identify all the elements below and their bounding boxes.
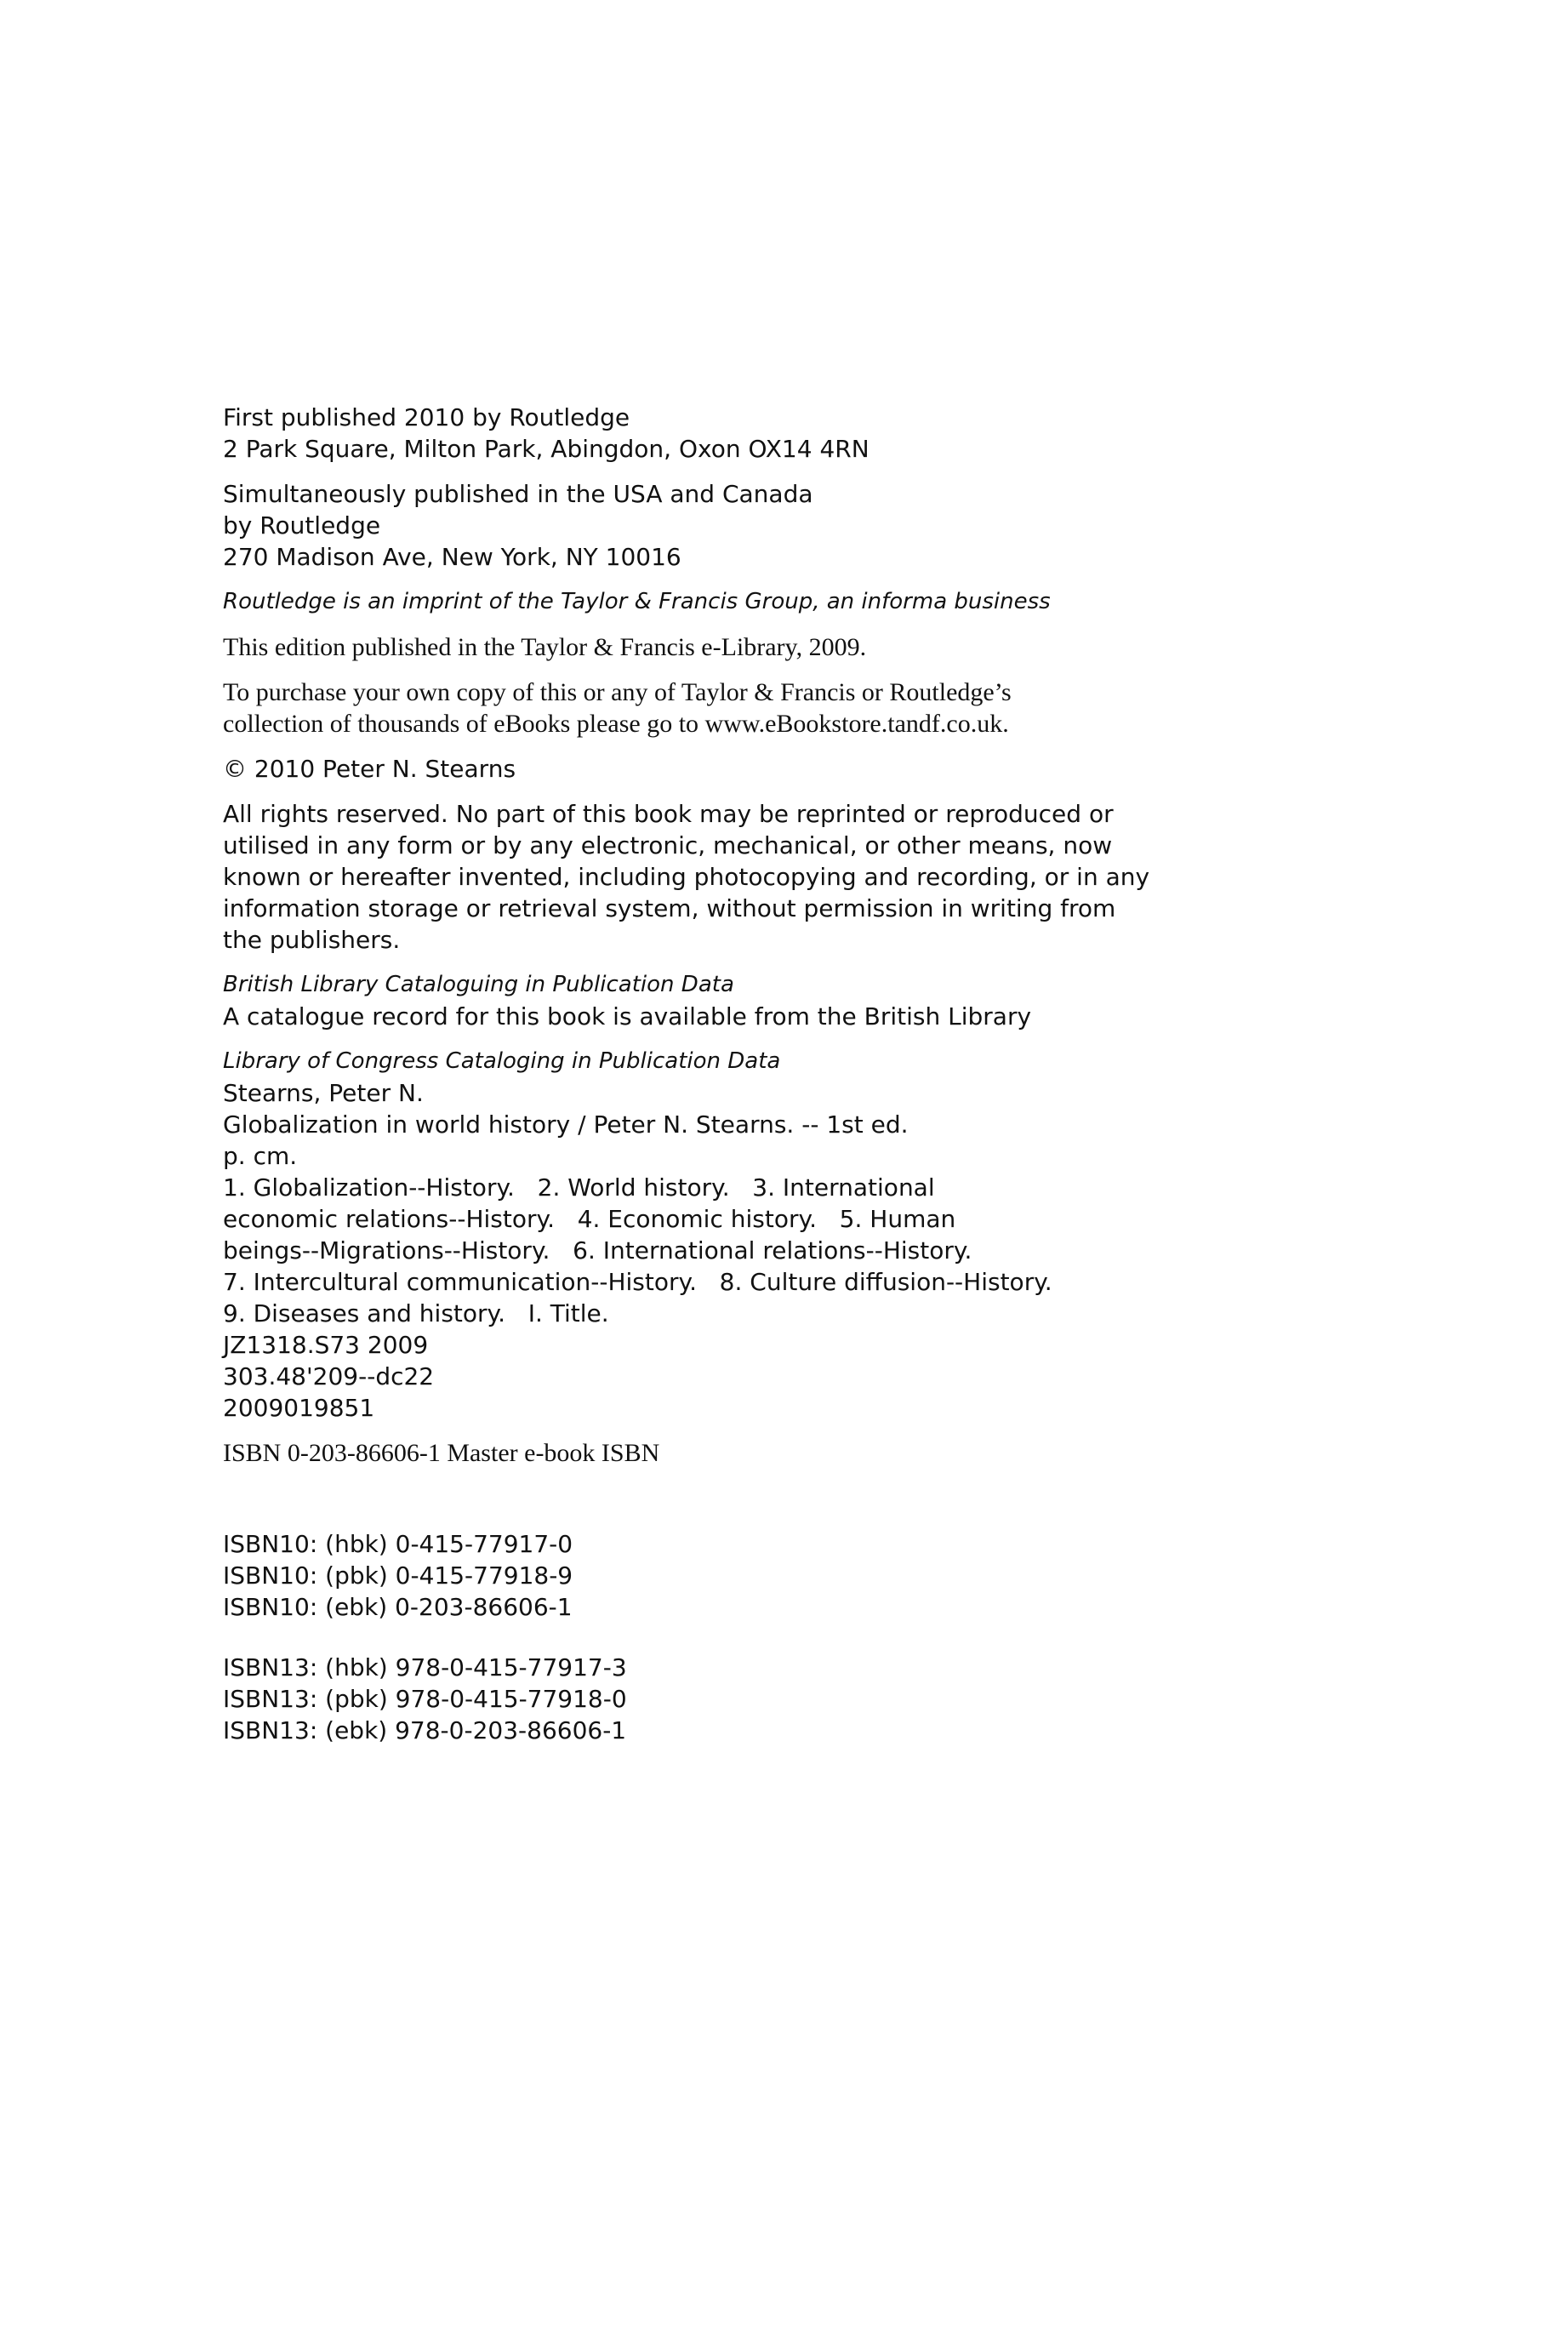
isbn13-pbk: ISBN13: (pbk) 978-0-415-77918-0 — [223, 1685, 627, 1713]
loc-line: 7. Intercultural communication--History. 8. Culture diffusion--History. — [223, 1268, 1052, 1296]
usa-block — [223, 478, 1414, 573]
edition-statement: This edition published in the Taylor & Francis e-Library, 2009. — [223, 633, 867, 661]
publisher-address: 2 Park Square, Milton Park, Abingdon, Oxon OX14 4RN — [223, 435, 870, 463]
loc-line: p. cm. — [223, 1142, 298, 1170]
loc-line: beings--Migrations--History. 6. International relations--History. — [223, 1236, 972, 1264]
loc-block — [223, 1046, 1414, 1424]
rights-line: the publishers. — [223, 926, 401, 954]
usa-address: 270 Madison Ave, New York, NY 10016 — [223, 543, 681, 571]
loc-line: economic relations--History. 4. Economic history. 5. Human — [223, 1205, 956, 1233]
loc-line: 2009019851 — [223, 1394, 375, 1422]
first-published-line: First published 2010 by Routledge — [223, 403, 630, 431]
rights-line: information storage or retrieval system, without permission in writing from — [223, 894, 1116, 922]
purchase-block — [223, 676, 1414, 739]
british-library-text: A catalogue record for this book is available from the British Library — [223, 1002, 1032, 1030]
loc-line: 303.48'209--dc22 — [223, 1362, 435, 1390]
copyright-block — [223, 753, 1414, 785]
isbn13-block — [223, 1652, 1414, 1746]
loc-line: Globalization in world history / Peter N. Stearns. -- 1st ed. — [223, 1110, 909, 1139]
usa-line-2: by Routledge — [223, 511, 381, 539]
purchase-line-1: To purchase your own copy of this or any of Taylor & Francis or Routledge’s — [223, 678, 1012, 706]
isbn10-pbk: ISBN10: (pbk) 0-415-77918-9 — [223, 1561, 573, 1590]
isbn13-hbk: ISBN13: (hbk) 978-0-415-77917-3 — [223, 1653, 627, 1681]
loc-line: 1. Globalization--History. 2. World history. 3. International — [223, 1173, 935, 1202]
loc-heading: Library of Congress Cataloging in Publication Data — [223, 1048, 781, 1074]
isbn10-ebk: ISBN10: (ebk) 0-203-86606-1 — [223, 1593, 573, 1621]
imprint-statement: Routledge is an imprint of the Taylor & Francis Group, an informa business — [223, 589, 1051, 614]
british-library-block — [223, 969, 1414, 1032]
copyright-page — [223, 402, 1414, 1746]
rights-line: known or hereafter invented, including photocopying and recording, or in any — [223, 863, 1150, 891]
copyright-notice: © 2010 Peter N. Stearns — [223, 755, 516, 783]
edition-block — [223, 631, 1414, 663]
imprint-block — [223, 586, 1414, 618]
usa-line-1: Simultaneously published in the USA and Canada — [223, 480, 813, 508]
isbn13-ebk: ISBN13: (ebk) 978-0-203-86606-1 — [223, 1716, 627, 1744]
loc-line: 9. Diseases and history. I. Title. — [223, 1299, 609, 1327]
isbn10-block — [223, 1528, 1414, 1623]
master-isbn: ISBN 0-203-86606-1 Master e-book ISBN — [223, 1439, 660, 1467]
master-isbn-block — [223, 1437, 1414, 1469]
british-library-heading: British Library Cataloguing in Publication Data — [223, 972, 734, 997]
loc-line: JZ1318.S73 2009 — [223, 1331, 429, 1359]
loc-line: Stearns, Peter N. — [223, 1079, 424, 1107]
first-published-block — [223, 402, 1414, 465]
rights-line: All rights reserved. No part of this book may be reprinted or reproduced or — [223, 800, 1114, 828]
purchase-line-2: collection of thousands of eBooks please go to www.eBookstore.tandf.co.uk. — [223, 710, 1009, 738]
spacer — [223, 1623, 1414, 1652]
rights-block — [223, 798, 1414, 956]
isbn10-hbk: ISBN10: (hbk) 0-415-77917-0 — [223, 1530, 573, 1558]
rights-line: utilised in any form or by any electronic, mechanical, or other means, now — [223, 831, 1113, 859]
spacer — [223, 1482, 1414, 1528]
